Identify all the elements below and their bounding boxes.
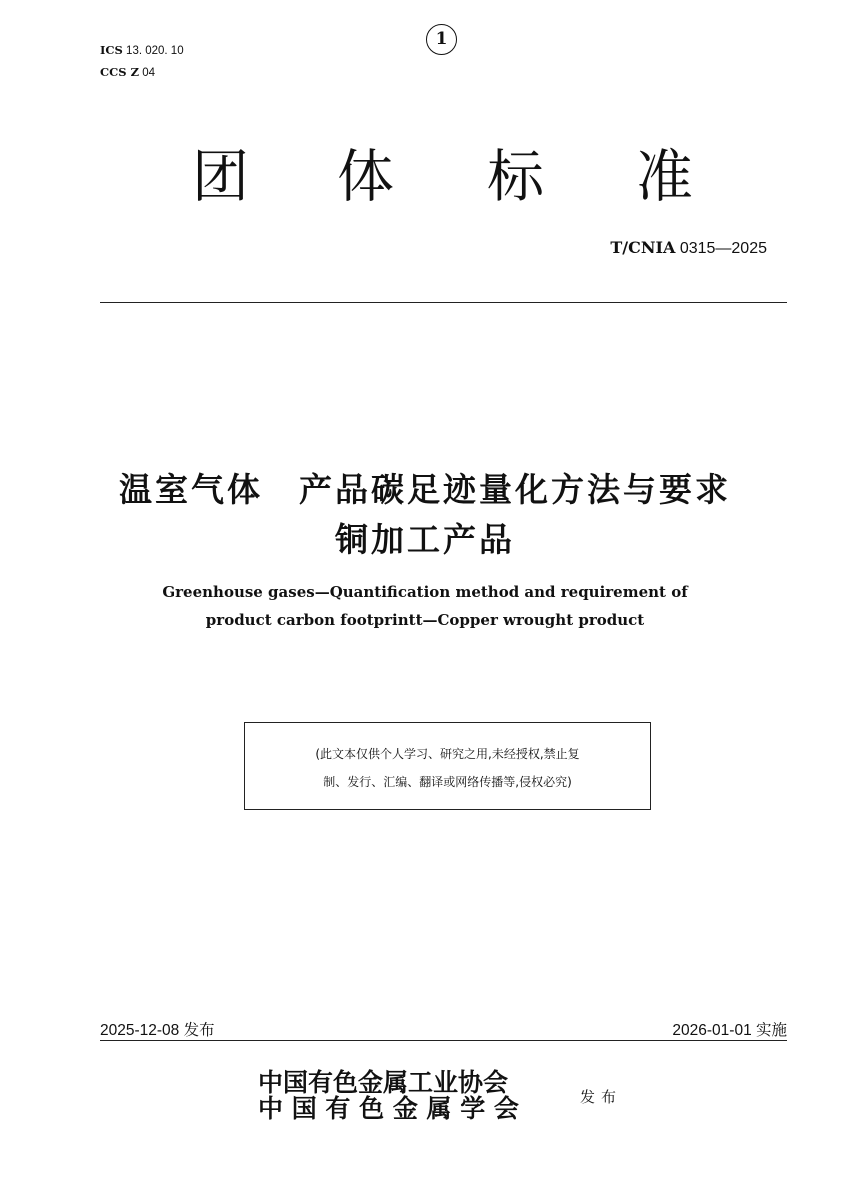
standard-type-char: 体 xyxy=(337,144,394,210)
standard-type-heading xyxy=(0,142,850,212)
ics-value: 13. 020. 10 xyxy=(126,45,184,57)
copyright-notice-box xyxy=(244,722,651,810)
implement-date: 2026-01-01 实施 xyxy=(672,1022,787,1039)
notice-line1: (此文本仅供个人学习、研究之用,未经授权,禁止复 xyxy=(315,747,580,761)
ics-label: ICS xyxy=(100,43,123,57)
title-en-line2: product carbon footprintt—Copper wrought product xyxy=(205,611,645,629)
title-en-line1: Greenhouse gases—Quantification method and requirement of xyxy=(162,583,688,601)
ccs-label: CCS Z xyxy=(100,65,140,79)
publisher-2: 中 国 有 色 金 属 学 会 xyxy=(258,1094,519,1123)
ccs-value: 04 xyxy=(142,67,156,79)
title-zh-line1: 温室气体 产品碳足迹量化方法与要求 xyxy=(119,470,731,509)
page-number: 1 xyxy=(426,24,457,55)
release-date: 2025-12-08 发布 xyxy=(100,1022,215,1039)
standard-code xyxy=(610,238,767,258)
classification-codes xyxy=(100,40,184,84)
standard-type-char: 团 xyxy=(192,144,249,210)
publish-label: 发布 xyxy=(580,1088,623,1106)
standard-code-number: 0315—2025 xyxy=(679,240,767,257)
bottom-divider xyxy=(100,1040,787,1041)
standard-type-char: 标 xyxy=(487,144,544,210)
top-divider xyxy=(100,302,787,303)
ics-code xyxy=(100,40,184,62)
notice-line2: 制、发行、汇编、翻译或网络传播等,侵权必究) xyxy=(323,775,572,789)
standard-type-char: 准 xyxy=(636,144,693,210)
title-zh-line2: 铜加工产品 xyxy=(335,520,515,559)
ccs-code xyxy=(100,62,184,84)
standard-code-prefix: T/CNIA xyxy=(610,238,676,257)
publisher-1: 中国有色金属工业协会 xyxy=(258,1068,509,1097)
